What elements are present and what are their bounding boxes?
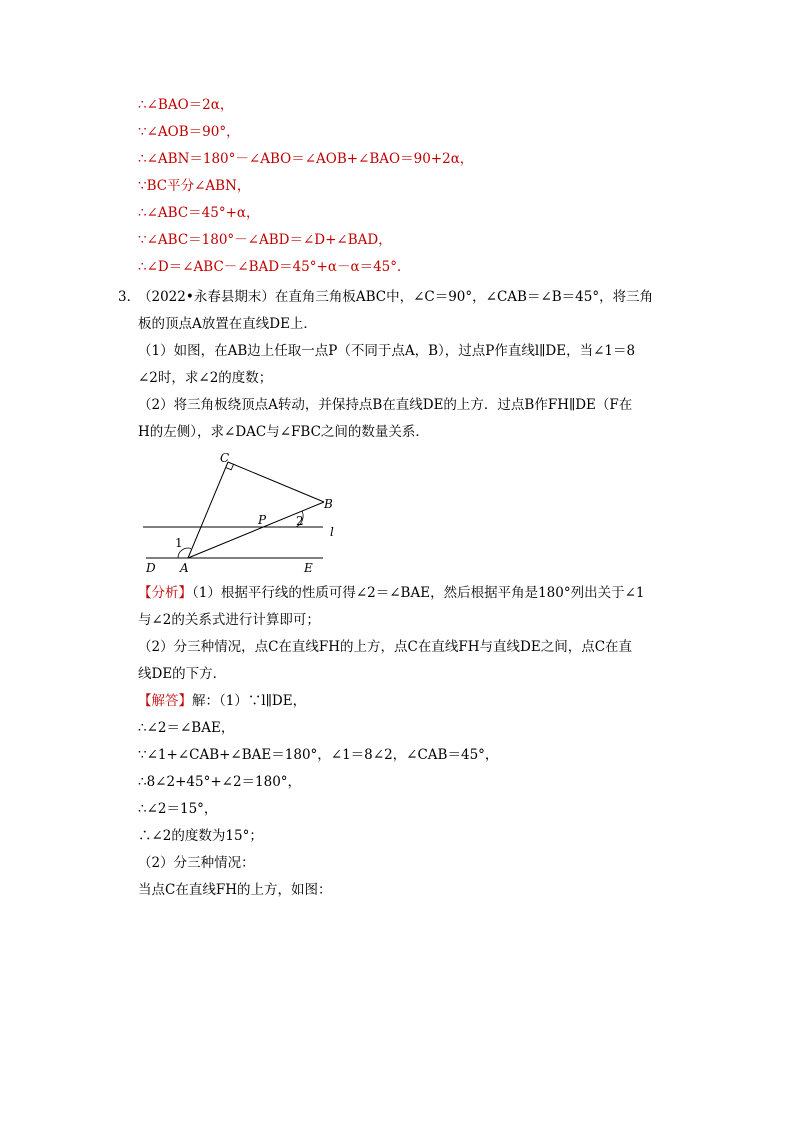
answer-line: ∴∠2＝15°， <box>138 801 218 817</box>
analysis-text: （1）根据平行线的性质可得∠2＝∠BAE，然后根据平角是180°列出关于∠1 <box>192 585 645 601</box>
label-c: C <box>220 451 230 465</box>
analysis-line <box>138 583 645 603</box>
answer-line: ∴8∠2+45°+∠2＝180°， <box>138 774 302 790</box>
answer-tag: 【解答】 <box>138 693 192 709</box>
problem-part-2: H的左侧），求∠DAC与∠FBC之间的数量关系． <box>138 424 429 440</box>
solution-line: ∴∠ABC＝45°+α， <box>138 205 260 221</box>
solution-line: ∵BC平分∠ABN， <box>138 178 251 194</box>
geometry-figure <box>138 450 348 575</box>
solution-line: ∵∠AOB＝90°， <box>138 124 240 140</box>
solution-line: ∴∠BAO＝2α， <box>138 97 234 113</box>
answer-line <box>138 691 306 711</box>
label-angle-1: 1 <box>175 536 183 550</box>
label-angle-2: 2 <box>296 514 304 528</box>
answer-line: 当点C在直线FH的上方，如图： <box>138 882 332 898</box>
solution-line: ∵∠ABC＝180°－∠ABD＝∠D+∠BAD， <box>138 232 392 248</box>
answer-line: ∵∠1+∠CAB+∠BAE＝180°，∠1＝8∠2，∠CAB＝45°， <box>138 747 499 763</box>
solution-line: ∴∠ABN＝180°－∠ABO＝∠AOB+∠BAO＝90+2α， <box>138 151 474 167</box>
analysis-line: 与∠2的关系式进行计算即可； <box>138 612 320 628</box>
problem-part-1: （1）如图，在AB边上任取一点P（不同于点A，B），过点P作直线l∥DE，当∠1＝8 <box>138 343 636 359</box>
side-cb <box>228 462 324 502</box>
analysis-line: 线DE的下方． <box>138 666 227 682</box>
problem-stem: 板的顶点A放置在直线DE上． <box>138 316 317 332</box>
solution-line: ∴∠D＝∠ABC－∠BAD＝45°+α－α＝45°． <box>138 259 411 275</box>
answer-line: ∴∠2＝∠BAE， <box>138 720 235 736</box>
answer-text: 解：（1）∵l∥DE， <box>192 693 307 709</box>
label-p: P <box>258 513 267 527</box>
analysis-tag: 【分析】 <box>138 585 192 601</box>
answer-line: （2）分三种情况： <box>138 855 255 871</box>
analysis-line: （2）分三种情况，点C在直线FH的上方，点C在直线FH与直线DE之间，点C在直 <box>138 639 633 655</box>
label-d: D <box>146 561 156 575</box>
label-b: B <box>324 497 333 511</box>
problem-number: 3． <box>118 289 141 305</box>
label-e: E <box>304 561 313 575</box>
label-l: l <box>330 525 334 539</box>
answer-line: ∴∠2的度数为15°； <box>138 828 263 844</box>
problem-part-1: ∠2时，求∠2的度数； <box>138 370 273 386</box>
problem-part-2: （2）将三角板绕顶点A转动，并保持点B在直线DE的上方．过点B作FH∥DE（F在 <box>138 397 633 413</box>
label-a: A <box>180 561 189 575</box>
side-ab <box>188 502 324 558</box>
problem-stem: （2022•永春县期末）在直角三角板ABC中，∠C＝90°，∠CAB＝∠B＝45°，将三角 <box>138 289 654 305</box>
